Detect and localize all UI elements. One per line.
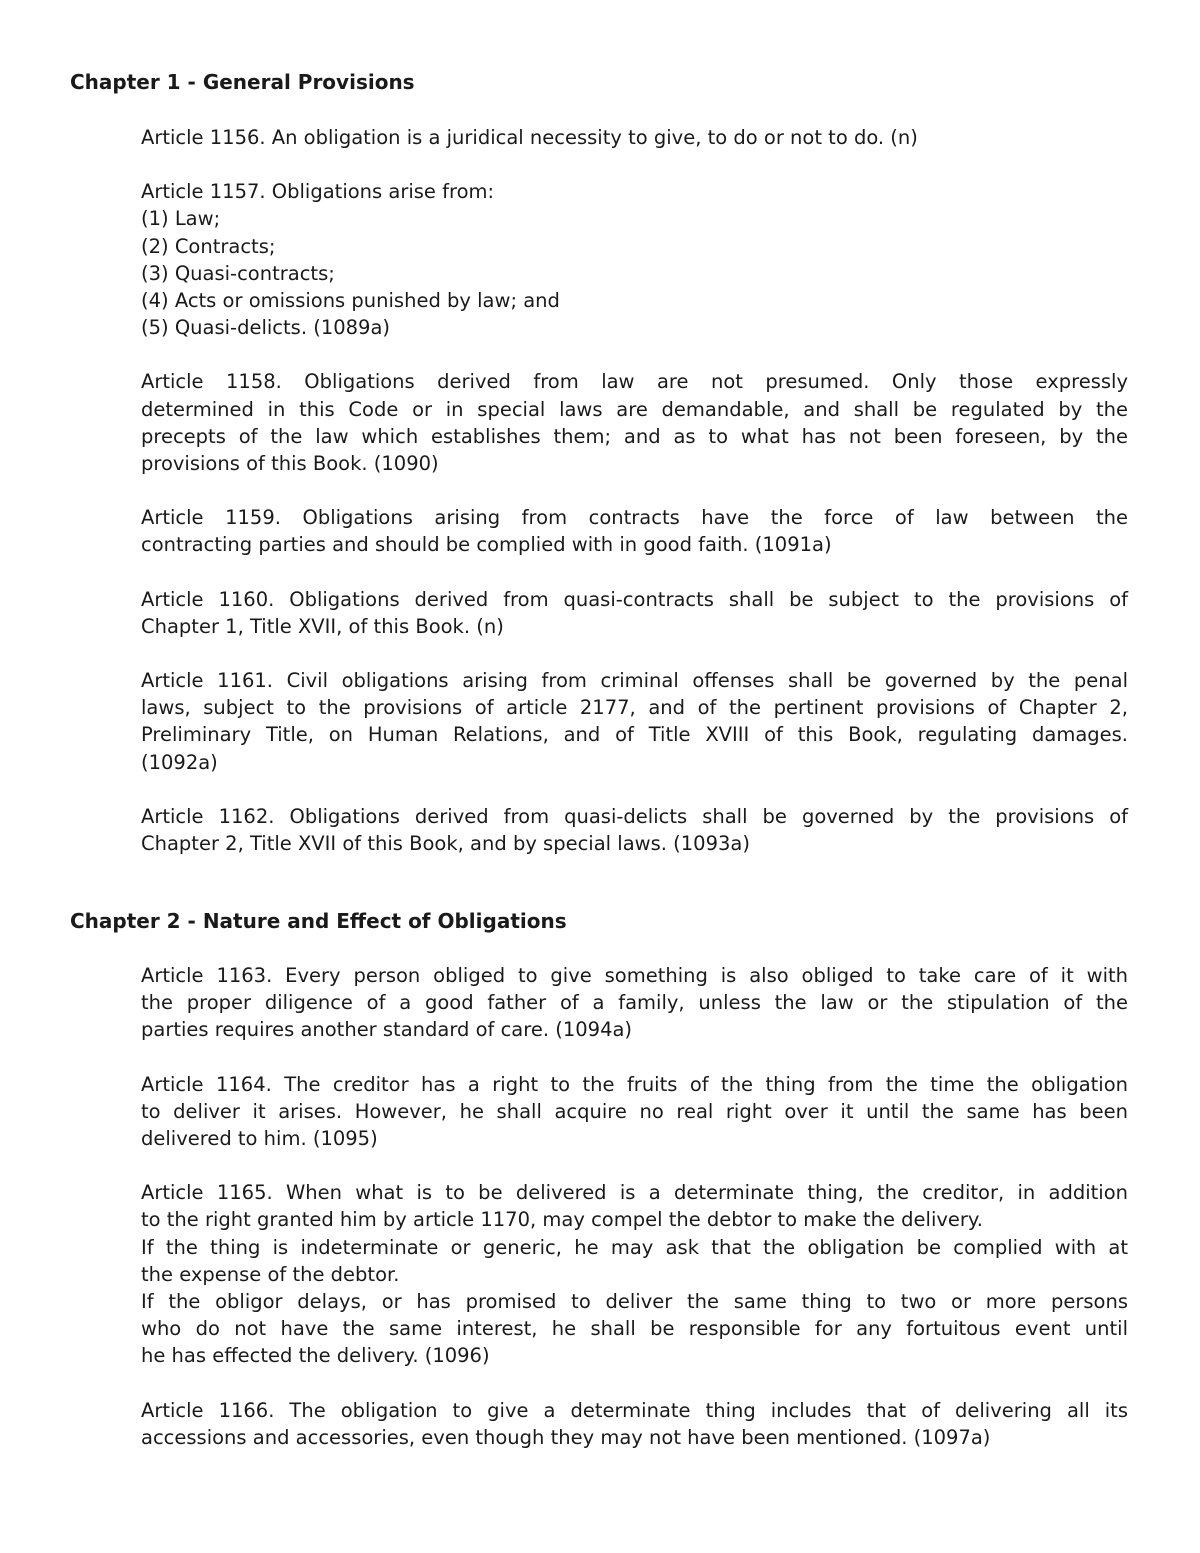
text-line: delivered to him. (1095) bbox=[141, 1127, 378, 1151]
article-1165 bbox=[141, 1179, 1128, 1369]
text-line: determined in this Code or in special laws are demandable, and shall be regulated by the bbox=[141, 397, 1128, 421]
article-1158 bbox=[141, 368, 1128, 477]
text-line: Article 1160. Obligations derived from quasi-contracts shall be subject to the provisions of bbox=[141, 587, 1128, 611]
article-1160 bbox=[141, 586, 1128, 640]
text-line: Article 1165. When what is to be delivered is a determinate thing, the creditor, in addition bbox=[141, 1181, 1128, 1205]
text-line: laws, subject to the provisions of article 2177, and of the pertinent provisions of Chapter 2, bbox=[141, 696, 1128, 720]
text-line: parties requires another standard of care. (1094a) bbox=[141, 1018, 633, 1042]
list-item: (3) Quasi-contracts; bbox=[141, 261, 335, 285]
text-line: contracting parties and should be complied with in good faith. (1091a) bbox=[141, 533, 832, 557]
text-line: Article 1164. The creditor has a right to the fruits of the thing from the time the obligation bbox=[141, 1072, 1128, 1096]
list-item: (5) Quasi-delicts. (1089a) bbox=[141, 316, 391, 340]
text-line: to the right granted him by article 1170, may compel the debtor to make the delivery. bbox=[141, 1208, 983, 1232]
article-1156 bbox=[141, 124, 1128, 151]
text-line: Preliminary Title, on Human Relations, and of Title XVIII of this Book, regulating damages. bbox=[141, 723, 1128, 747]
text-line: who do not have the same interest, he shall be responsible for any fortuitous event until bbox=[141, 1317, 1128, 1341]
text-line: he has effected the delivery. (1096) bbox=[141, 1344, 490, 1368]
article-1166 bbox=[141, 1397, 1128, 1451]
article-1159 bbox=[141, 504, 1128, 558]
list-item: (1) Law; bbox=[141, 207, 221, 231]
chapter-1-articles bbox=[141, 124, 1128, 884]
article-1162 bbox=[141, 803, 1128, 857]
list-item: (2) Contracts; bbox=[141, 234, 276, 258]
text-line: If the obligor delays, or has promised to deliver the same thing to two or more persons bbox=[141, 1290, 1128, 1314]
article-1163 bbox=[141, 962, 1128, 1044]
text-line: Article 1156. An obligation is a juridical necessity to give, to do or not to do. (n) bbox=[141, 126, 918, 149]
text-line: precepts of the law which establishes them; and as to what has not been foreseen, by the bbox=[141, 424, 1128, 448]
text-line: Article 1162. Obligations derived from quasi-delicts shall be governed by the provisions of bbox=[141, 804, 1128, 828]
text-line: to deliver it arises. However, he shall acquire no real right over it until the same has been bbox=[141, 1099, 1128, 1123]
text-line: the expense of the debtor. bbox=[141, 1262, 400, 1286]
chapter-1-title: Chapter 1 - General Provisions bbox=[70, 70, 415, 94]
text-line: Chapter 2, Title XVII of this Book, and by special laws. (1093a) bbox=[141, 832, 750, 856]
chapter-2-articles bbox=[141, 962, 1128, 1478]
text-line: If the thing is indeterminate or generic, he may ask that the obligation be complied with at bbox=[141, 1235, 1128, 1259]
text-line: Article 1157. Obligations arise from: bbox=[141, 180, 495, 204]
text-line: accessions and accessories, even though they may not have been mentioned. (1097a) bbox=[141, 1425, 991, 1449]
text-line: Article 1161. Civil obligations arising from criminal offenses shall be governed by the penal bbox=[141, 669, 1128, 693]
text-line: the proper diligence of a good father of a family, unless the law or the stipulation of the bbox=[141, 991, 1128, 1015]
text-line: Article 1166. The obligation to give a determinate thing includes that of delivering all its bbox=[141, 1398, 1128, 1422]
text-line: provisions of this Book. (1090) bbox=[141, 452, 439, 476]
article-1161 bbox=[141, 667, 1128, 776]
chapter-2-title: Chapter 2 - Nature and Effect of Obligations bbox=[70, 909, 567, 933]
text-line: Article 1158. Obligations derived from law are not presumed. Only those expressly bbox=[141, 370, 1128, 394]
text-line: (1092a) bbox=[141, 750, 218, 774]
article-1164 bbox=[141, 1071, 1128, 1153]
article-1157 bbox=[141, 178, 1128, 341]
text-line: Chapter 1, Title XVII, of this Book. (n) bbox=[141, 614, 504, 638]
text-line: Article 1163. Every person obliged to give something is also obliged to take care of it with bbox=[141, 964, 1128, 987]
text-line: Article 1159. Obligations arising from contracts have the force of law between the bbox=[141, 506, 1128, 530]
list-item: (4) Acts or omissions punished by law; and bbox=[141, 289, 560, 313]
